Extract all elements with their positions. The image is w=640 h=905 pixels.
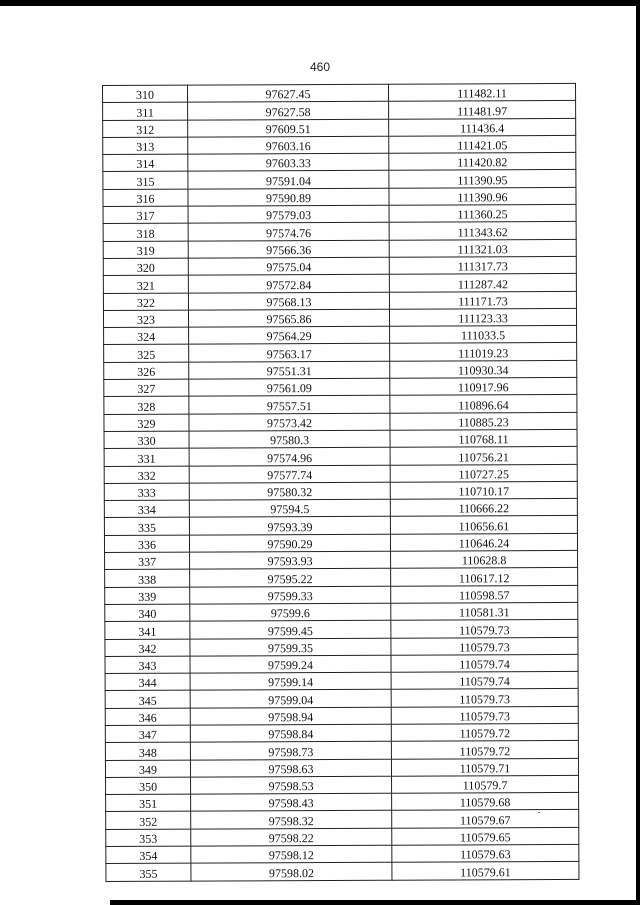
table-row <box>103 135 576 154</box>
table-row <box>104 464 577 483</box>
coordinate-table <box>102 83 579 882</box>
table-row <box>103 239 576 258</box>
table-row <box>103 153 576 172</box>
y-coordinate-cell: 110656.61 <box>390 516 577 534</box>
y-coordinate-cell: 111436.4 <box>389 118 576 136</box>
table-row <box>103 101 576 120</box>
point-number-cell: 343 <box>105 656 190 674</box>
x-coordinate-cell: 97579.03 <box>188 205 389 223</box>
point-number-cell: 310 <box>103 85 188 103</box>
x-coordinate-cell: 97568.13 <box>188 292 389 310</box>
x-coordinate-cell: 97572.84 <box>188 275 389 293</box>
point-number-cell: 324 <box>104 327 189 345</box>
x-coordinate-cell: 97598.63 <box>190 759 391 777</box>
page-number: 460 <box>309 60 331 74</box>
table-row <box>105 723 578 742</box>
y-coordinate-cell: 110579.73 <box>391 620 578 638</box>
y-coordinate-cell: 110768.11 <box>390 429 577 447</box>
table-row <box>105 568 578 587</box>
x-coordinate-cell: 97557.51 <box>189 396 390 414</box>
table-row <box>105 637 578 656</box>
x-coordinate-cell: 97590.89 <box>188 188 389 206</box>
y-coordinate-cell: 110579.73 <box>391 706 578 724</box>
coordinate-table-body <box>103 83 579 881</box>
x-coordinate-cell: 97577.74 <box>189 465 390 483</box>
y-coordinate-cell: 110917.96 <box>390 377 577 395</box>
table-row <box>106 793 579 812</box>
point-number-cell: 328 <box>104 396 189 414</box>
y-coordinate-cell: 111482.11 <box>388 83 575 101</box>
point-number-cell: 351 <box>106 794 191 812</box>
table-row <box>104 343 577 362</box>
y-coordinate-cell: 111317.73 <box>389 256 576 274</box>
point-number-cell: 326 <box>104 362 189 380</box>
y-coordinate-cell: 110896.64 <box>390 395 577 413</box>
table-row <box>106 810 579 829</box>
coordinate-table-wrapper <box>102 83 577 882</box>
y-coordinate-cell: 111171.73 <box>389 291 576 309</box>
point-number-cell: 342 <box>105 639 190 657</box>
point-number-cell: 314 <box>103 154 188 172</box>
y-coordinate-cell: 110579.61 <box>392 862 579 880</box>
x-coordinate-cell: 97598.32 <box>191 811 392 829</box>
y-coordinate-cell: 111019.23 <box>390 343 577 361</box>
y-coordinate-cell: 110617.12 <box>391 568 578 586</box>
point-number-cell: 352 <box>106 812 191 830</box>
table-row <box>106 827 579 846</box>
x-coordinate-cell: 97575.04 <box>188 257 389 275</box>
x-coordinate-cell: 97598.73 <box>190 742 391 760</box>
y-coordinate-cell: 110579.71 <box>391 758 578 776</box>
table-row <box>104 499 577 518</box>
point-number-cell: 321 <box>103 275 188 293</box>
y-coordinate-cell: 111390.96 <box>389 187 576 205</box>
point-number-cell: 347 <box>105 725 190 743</box>
y-coordinate-cell: 110579.73 <box>391 689 578 707</box>
x-coordinate-cell: 97603.33 <box>188 153 389 171</box>
table-row <box>104 429 577 448</box>
y-coordinate-cell: 111321.03 <box>389 239 576 257</box>
point-number-cell: 334 <box>104 500 189 518</box>
table-row <box>105 741 578 760</box>
point-number-cell: 323 <box>103 310 188 328</box>
y-coordinate-cell: 111421.05 <box>389 135 576 153</box>
x-coordinate-cell: 97627.45 <box>188 84 389 102</box>
x-coordinate-cell: 97598.84 <box>190 724 391 742</box>
scan-edge-right <box>636 0 640 905</box>
y-coordinate-cell: 110579.67 <box>392 810 579 828</box>
point-number-cell: 325 <box>104 345 189 363</box>
point-number-cell: 335 <box>104 518 189 536</box>
x-coordinate-cell: 97598.22 <box>191 828 392 846</box>
table-row <box>106 862 579 881</box>
x-coordinate-cell: 97599.6 <box>190 603 391 621</box>
x-coordinate-cell: 97561.09 <box>189 378 390 396</box>
x-coordinate-cell: 97573.42 <box>189 413 390 431</box>
table-row <box>103 274 576 293</box>
table-row <box>103 308 576 327</box>
table-row <box>105 654 578 673</box>
x-coordinate-cell: 97551.31 <box>189 361 390 379</box>
y-coordinate-cell: 111420.82 <box>389 153 576 171</box>
y-coordinate-cell: 110885.23 <box>390 412 577 430</box>
point-number-cell: 355 <box>106 863 191 881</box>
point-number-cell: 332 <box>104 466 189 484</box>
x-coordinate-cell: 97591.04 <box>188 171 389 189</box>
y-coordinate-cell: 110710.17 <box>390 481 577 499</box>
x-coordinate-cell: 97580.3 <box>189 430 390 448</box>
x-coordinate-cell: 97593.93 <box>190 551 391 569</box>
point-number-cell: 311 <box>103 102 188 120</box>
y-coordinate-cell: 110628.8 <box>391 550 578 568</box>
x-coordinate-cell: 97603.16 <box>188 136 389 154</box>
point-number-cell: 317 <box>103 206 188 224</box>
y-coordinate-cell: 111360.25 <box>389 205 576 223</box>
x-coordinate-cell: 97609.51 <box>188 119 389 137</box>
y-coordinate-cell: 110579.7 <box>392 775 579 793</box>
scan-speck <box>538 812 540 813</box>
y-coordinate-cell: 110579.72 <box>391 741 578 759</box>
point-number-cell: 320 <box>103 258 188 276</box>
point-number-cell: 322 <box>103 293 188 311</box>
x-coordinate-cell: 97599.04 <box>190 690 391 708</box>
y-coordinate-cell: 110756.21 <box>390 447 577 465</box>
y-coordinate-cell: 111123.33 <box>389 308 576 326</box>
scan-edge-top <box>0 0 640 6</box>
table-row <box>103 205 576 224</box>
x-coordinate-cell: 97598.12 <box>191 845 392 863</box>
y-coordinate-cell: 110930.34 <box>390 360 577 378</box>
x-coordinate-cell: 97565.86 <box>188 309 389 327</box>
table-row <box>103 291 576 310</box>
y-coordinate-cell: 111343.62 <box>389 222 576 240</box>
x-coordinate-cell: 97566.36 <box>188 240 389 258</box>
point-number-cell: 353 <box>106 829 191 847</box>
point-number-cell: 337 <box>105 552 190 570</box>
point-number-cell: 312 <box>103 120 188 138</box>
point-number-cell: 336 <box>104 535 189 553</box>
y-coordinate-cell: 110579.63 <box>392 844 579 862</box>
y-coordinate-cell: 110579.74 <box>391 672 578 690</box>
x-coordinate-cell: 97599.24 <box>190 655 391 673</box>
table-row <box>104 516 577 535</box>
point-number-cell: 315 <box>103 172 188 190</box>
y-coordinate-cell: 111033.5 <box>390 326 577 344</box>
x-coordinate-cell: 97594.5 <box>189 499 390 517</box>
point-number-cell: 330 <box>104 431 189 449</box>
table-row <box>104 481 577 500</box>
point-number-cell: 349 <box>105 760 190 778</box>
table-row <box>103 187 576 206</box>
table-row <box>105 620 578 639</box>
table-row <box>105 550 578 569</box>
y-coordinate-cell: 110666.22 <box>390 499 577 517</box>
x-coordinate-cell: 97598.53 <box>191 776 392 794</box>
y-coordinate-cell: 111287.42 <box>389 274 576 292</box>
y-coordinate-cell: 110646.24 <box>390 533 577 551</box>
table-row <box>104 377 577 396</box>
table-row <box>104 412 577 431</box>
point-number-cell: 313 <box>103 137 188 155</box>
point-number-cell: 333 <box>104 483 189 501</box>
x-coordinate-cell: 97574.76 <box>188 223 389 241</box>
point-number-cell: 350 <box>106 777 191 795</box>
table-row <box>103 118 576 137</box>
table-row <box>103 256 576 275</box>
y-coordinate-cell: 110581.31 <box>391 602 578 620</box>
point-number-cell: 338 <box>105 569 190 587</box>
scan-edge-bottom <box>110 900 640 905</box>
x-coordinate-cell: 97580.32 <box>189 482 390 500</box>
y-coordinate-cell: 110579.74 <box>391 654 578 672</box>
table-row <box>105 689 578 708</box>
table-row <box>105 602 578 621</box>
x-coordinate-cell: 97563.17 <box>189 344 390 362</box>
x-coordinate-cell: 97627.58 <box>188 102 389 120</box>
table-row <box>105 585 578 604</box>
table-row <box>105 758 578 777</box>
point-number-cell: 331 <box>104 448 189 466</box>
point-number-cell: 346 <box>105 708 190 726</box>
x-coordinate-cell: 97598.43 <box>191 793 392 811</box>
point-number-cell: 319 <box>103 241 188 259</box>
table-row <box>105 672 578 691</box>
point-number-cell: 327 <box>104 379 189 397</box>
y-coordinate-cell: 110579.68 <box>392 793 579 811</box>
point-number-cell: 316 <box>103 189 188 207</box>
x-coordinate-cell: 97599.35 <box>190 638 391 656</box>
point-number-cell: 329 <box>104 414 189 432</box>
table-row <box>104 533 577 552</box>
table-row <box>104 395 577 414</box>
x-coordinate-cell: 97599.14 <box>190 672 391 690</box>
x-coordinate-cell: 97564.29 <box>189 326 390 344</box>
y-coordinate-cell: 111481.97 <box>389 101 576 119</box>
table-row <box>103 83 576 102</box>
table-row <box>104 447 577 466</box>
table-row <box>103 170 576 189</box>
point-number-cell: 354 <box>106 846 191 864</box>
y-coordinate-cell: 110579.65 <box>392 827 579 845</box>
y-coordinate-cell: 110579.72 <box>391 723 578 741</box>
table-row <box>104 360 577 379</box>
table-row <box>105 706 578 725</box>
point-number-cell: 318 <box>103 224 188 242</box>
y-coordinate-cell: 110598.57 <box>391 585 578 603</box>
table-row <box>106 775 579 794</box>
point-number-cell: 345 <box>105 691 190 709</box>
y-coordinate-cell: 111390.95 <box>389 170 576 188</box>
point-number-cell: 340 <box>105 604 190 622</box>
point-number-cell: 348 <box>105 742 190 760</box>
point-number-cell: 341 <box>105 621 190 639</box>
x-coordinate-cell: 97599.45 <box>190 620 391 638</box>
y-coordinate-cell: 110727.25 <box>390 464 577 482</box>
point-number-cell: 339 <box>105 587 190 605</box>
table-row <box>103 222 576 241</box>
y-coordinate-cell: 110579.73 <box>391 637 578 655</box>
point-number-cell: 344 <box>105 673 190 691</box>
x-coordinate-cell: 97598.02 <box>191 863 392 881</box>
x-coordinate-cell: 97574.96 <box>189 447 390 465</box>
x-coordinate-cell: 97599.33 <box>190 586 391 604</box>
table-row <box>104 326 577 345</box>
table-row <box>106 844 579 863</box>
x-coordinate-cell: 97590.29 <box>189 534 390 552</box>
x-coordinate-cell: 97593.39 <box>189 517 390 535</box>
x-coordinate-cell: 97595.22 <box>190 569 391 587</box>
x-coordinate-cell: 97598.94 <box>190 707 391 725</box>
